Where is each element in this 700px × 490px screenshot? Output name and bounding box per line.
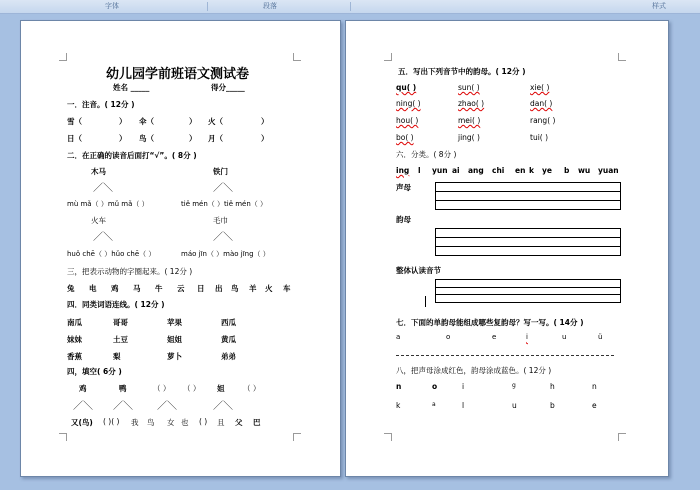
word-cell: 弟弟 — [221, 352, 236, 361]
word-cell: 梨 — [113, 352, 121, 361]
syllable-item: rang( ) — [530, 116, 556, 125]
syllable-item: zhao( ) — [458, 99, 485, 108]
pinyin-item: chi — [492, 166, 505, 175]
branch-mark: ／＼ — [213, 401, 233, 412]
fill-top: 鸡 — [79, 384, 87, 393]
vowel-letter: ü — [598, 333, 603, 341]
syllable-item: sun( ) — [458, 83, 480, 92]
branch-mark: ／＼ — [157, 401, 177, 412]
branch-mark: ／＼ — [213, 232, 233, 243]
color-letter[interactable]: h — [550, 382, 555, 391]
pinyin-item: yuan — [598, 166, 619, 175]
animal-char[interactable]: 日 — [197, 284, 205, 293]
pinyin-item: wu — [578, 166, 591, 175]
animal-char[interactable]: 火 — [265, 284, 273, 293]
pinyin-item: k — [529, 166, 534, 175]
animal-char[interactable]: 羊 — [249, 284, 257, 293]
syllable-item: qu( ) — [396, 83, 417, 92]
syllable-item: mei( ) — [458, 116, 481, 125]
fill-top: 姐 — [217, 384, 225, 393]
animal-char[interactable]: 牛 — [155, 284, 163, 293]
syllable-item: ning( ) — [396, 99, 421, 108]
s1-item: ） — [119, 117, 127, 126]
section-8-heading: 八，把声母涂成红色，韵母涂成蓝色。( 12分 ) — [396, 366, 552, 375]
s1-item: 雪（ — [67, 117, 82, 126]
word-cell: 妹妹 — [67, 335, 82, 344]
text-cursor — [425, 296, 426, 307]
margin-corner-mark — [384, 53, 392, 61]
section-5-heading: 四，填空( 6分 ) — [67, 367, 122, 376]
word-cell: 苹果 — [167, 318, 182, 327]
animal-char[interactable]: 电 — [89, 284, 97, 293]
branch-mark: ／＼ — [93, 232, 113, 243]
pinyin-item: en — [515, 166, 526, 175]
category-label-whole-syllables: 整体认读音节 — [396, 266, 441, 275]
s1-item: ） — [189, 134, 197, 143]
fill-bottom: 且 — [217, 418, 225, 427]
pinyin-item: l — [418, 166, 421, 175]
branch-mark: ／＼ — [113, 401, 133, 412]
fill-bottom: 也 — [181, 418, 189, 427]
name-field-label: 姓名 _____ — [113, 83, 150, 92]
page-title: 幼儿园学前班语文测试卷 — [106, 67, 250, 82]
s2-pinyin: huǒ chē（ ）hǔo chē（ ） — [67, 250, 156, 258]
syllable-item: bo( ) — [396, 133, 414, 142]
pinyin-item: ai — [452, 166, 460, 175]
color-letter[interactable]: i — [462, 382, 465, 391]
s2-word: 毛巾 — [213, 216, 228, 225]
s2-word: 木马 — [91, 167, 106, 176]
color-letter[interactable]: g — [512, 382, 516, 389]
section-3-heading: 三，把表示动物的字圈起来。( 12分 ) — [67, 267, 193, 276]
answer-line[interactable] — [396, 355, 614, 356]
pinyin-item: ye — [542, 166, 552, 175]
ribbon-group-labels — [0, 0, 700, 14]
font-group-label[interactable]: 字体 — [105, 2, 119, 10]
document-page-1[interactable] — [20, 20, 341, 477]
fill-top: （ ） — [183, 384, 201, 393]
color-letter[interactable]: o — [432, 382, 438, 391]
vowel-letter: a — [396, 333, 401, 341]
styles-group-label[interactable]: 样式 — [652, 2, 666, 10]
animal-char[interactable]: 马 — [133, 284, 141, 293]
document-page-2[interactable] — [345, 20, 669, 477]
pinyin-item: ang — [468, 166, 484, 175]
margin-corner-mark — [618, 53, 626, 61]
branch-mark: ／＼ — [213, 183, 233, 194]
syllable-item: xie( ) — [530, 83, 550, 92]
fill-bottom: ( ) — [199, 417, 208, 426]
word-cell: 萝卜 — [167, 352, 182, 361]
margin-corner-mark — [618, 433, 626, 441]
writing-line — [436, 246, 620, 247]
s1-item: ） — [189, 117, 197, 126]
s1-item: 日（ — [67, 134, 82, 143]
animal-char[interactable]: 兔 — [67, 284, 75, 293]
word-cell: 香蕉 — [67, 352, 82, 361]
fill-bottom: 父 — [235, 418, 243, 427]
section-5-heading: 五．写出下列音节中的韵母。( 12分 ) — [398, 67, 526, 76]
fill-bottom: 巴 — [253, 418, 261, 427]
score-field-label: 得分_____ — [211, 83, 245, 92]
animal-char[interactable]: 鸟 — [231, 284, 239, 293]
syllable-item: jing( ) — [458, 133, 480, 142]
paragraph-group-label[interactable]: 段落 — [263, 2, 277, 10]
vowel-letter: o — [446, 333, 451, 341]
ribbon-separator — [207, 2, 208, 11]
answer-box-finals[interactable] — [435, 228, 621, 256]
color-letter[interactable]: n — [592, 382, 597, 391]
margin-corner-mark — [59, 433, 67, 441]
s1-item: 鸟（ — [139, 134, 154, 143]
answer-box-initials[interactable] — [435, 182, 621, 210]
fill-bottom: 鸟 — [147, 418, 155, 427]
word-cell: 黄瓜 — [221, 335, 236, 344]
color-letter[interactable]: a — [432, 401, 436, 408]
fill-bottom: 女 — [167, 418, 175, 427]
fill-bottom: 我 — [131, 418, 139, 427]
s2-pinyin: mù mǎ（ ）mǔ mǎ（ ） — [67, 200, 149, 208]
ribbon-separator — [350, 2, 351, 11]
color-letter[interactable]: u — [512, 401, 517, 410]
word-cell: 西瓜 — [221, 318, 236, 327]
fill-bottom: ( )( ) — [103, 417, 120, 426]
section-2-heading: 二．在正确的读音后面打“√”。( 8分 ) — [67, 151, 197, 160]
writing-line — [436, 191, 620, 192]
s2-word: 火车 — [91, 216, 106, 225]
section-7-heading: 七．下面的单韵母能组成哪些复韵母？写一写。( 14分 ) — [396, 318, 584, 327]
color-letter[interactable]: b — [550, 401, 555, 410]
color-letter[interactable]: l — [462, 401, 465, 410]
color-letter[interactable]: k — [396, 401, 401, 410]
pinyin-item: yun — [432, 166, 448, 175]
branch-mark: ／＼ — [73, 401, 93, 412]
category-label-initials: 声母 — [396, 183, 411, 192]
s2-pinyin: tiě mén（ ）tiě mén（ ） — [181, 200, 268, 208]
vowel-letter: e — [492, 333, 497, 341]
pinyin-item: b — [564, 166, 570, 175]
fill-bottom: 又(鸟) — [71, 418, 93, 427]
animal-char[interactable]: 出 — [215, 284, 223, 293]
word-cell: 南瓜 — [67, 318, 82, 327]
margin-corner-mark — [384, 433, 392, 441]
s1-item: 伞（ — [139, 117, 154, 126]
vowel-letter: i — [526, 333, 528, 341]
fill-top: （ ） — [153, 384, 171, 393]
vowel-letter: u — [562, 333, 567, 341]
animal-char[interactable]: 鸡 — [111, 284, 119, 293]
fill-top: 鸭 — [119, 384, 127, 393]
writing-line — [436, 294, 620, 295]
s1-item: 火（ — [208, 117, 223, 126]
margin-corner-mark — [59, 53, 67, 61]
branch-mark: ／＼ — [93, 183, 113, 194]
word-cell: 姐姐 — [167, 335, 182, 344]
margin-corner-mark — [293, 433, 301, 441]
syllable-item: hou( ) — [396, 116, 419, 125]
color-letter[interactable]: e — [592, 401, 597, 410]
syllable-item: tui( ) — [530, 133, 549, 142]
s2-pinyin: máo jīn（ ）mào jīng（ ） — [181, 250, 270, 258]
animal-char[interactable]: 车 — [283, 284, 291, 293]
fill-top: （ ） — [243, 384, 261, 393]
category-label-finals: 韵母 — [396, 215, 411, 224]
section-4-heading: 四．同类词语连线。( 12分 ) — [67, 300, 165, 309]
writing-line — [436, 200, 620, 201]
section-6-heading: 六．分类。( 8分 ) — [396, 150, 457, 159]
color-letter[interactable]: n — [396, 382, 402, 391]
s1-item: ） — [261, 134, 269, 143]
word-cell: 哥哥 — [113, 318, 128, 327]
syllable-item: dan( ) — [530, 99, 553, 108]
writing-line — [436, 287, 620, 288]
writing-line — [436, 237, 620, 238]
pinyin-item: ing — [396, 166, 410, 175]
s1-item: ） — [261, 117, 269, 126]
s2-word: 铁门 — [213, 167, 228, 176]
section-1-heading: 一．注音。( 12分 ) — [67, 100, 135, 109]
animal-char[interactable]: 云 — [177, 284, 185, 293]
word-cell: 土豆 — [113, 335, 128, 344]
s1-item: ） — [119, 134, 127, 143]
s1-item: 月（ — [208, 134, 223, 143]
answer-box-whole-syllables[interactable] — [435, 279, 621, 303]
margin-corner-mark — [293, 53, 301, 61]
